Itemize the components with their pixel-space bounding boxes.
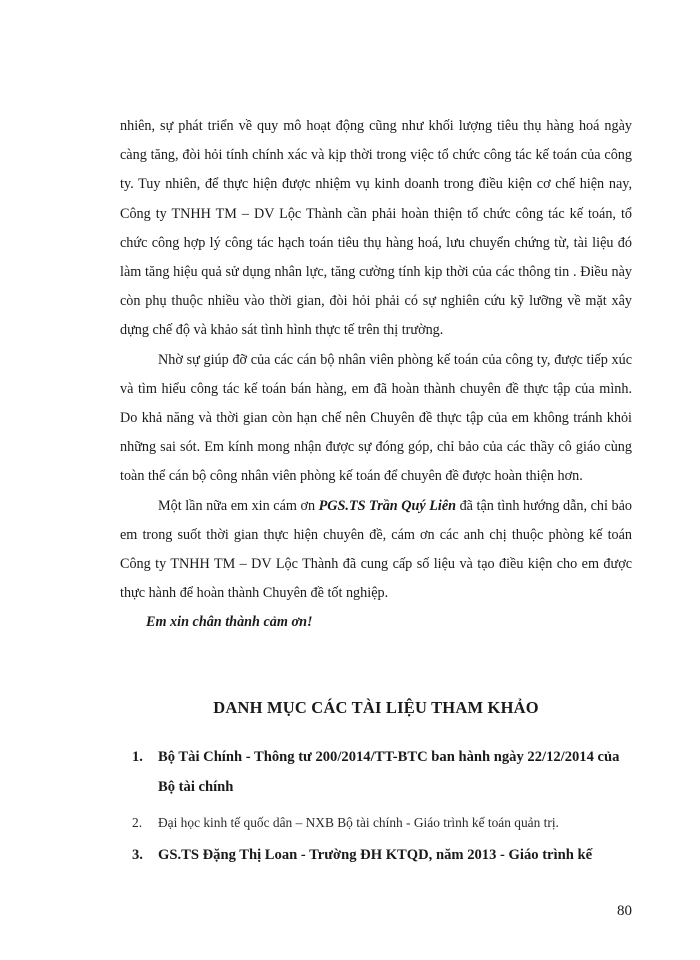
reference-number: 2.: [132, 815, 143, 830]
body-text: [120, 112, 632, 638]
thanks-advisor-prefix: Một lần nữa em xin cám ơn: [158, 497, 319, 514]
reference-text: GS.TS Đặng Thị Loan - Trường ĐH KTQD, năm 2013 - Giáo trình kế: [158, 847, 593, 863]
reference-item: [132, 742, 632, 802]
reference-text: Đại học kinh tế quốc dân – NXB Bộ tài chính - Giáo trình kế toán quản trị.: [158, 815, 559, 830]
reference-item: [132, 808, 632, 838]
advisor-name: PGS.TS Trần Quý Liên: [318, 497, 457, 514]
reference-text: Bộ Tài Chính - Thông tư 200/2014/TT-BTC ban hành ngày 22/12/2014 của Bộ tài chính: [158, 749, 620, 795]
paragraph-thanks-advisor: [120, 492, 632, 609]
closing-thanks: Em xin chân thành cảm ơn!: [146, 614, 313, 631]
thanks-advisor-suffix: đã tận tình hướng dẫn, chỉ bảo em trong suốt thời gian thực hiện chuyên đề, cám ơn các anh chị thuộc phòng kế toán Công ty TNHH TM – DV Lộc Thành đã cung cấp số liệu và tạo điều kiện cho em được thực hành để hoàn thành Chuyên đề tốt nghiệp.: [120, 497, 632, 602]
references-list: [132, 742, 632, 870]
reference-number: 1.: [132, 749, 143, 765]
reference-item: [132, 840, 632, 870]
page-number: 80: [617, 903, 632, 919]
reference-number: 3.: [132, 847, 143, 863]
paragraph-continuation: nhiên, sự phát triển về quy mô hoạt động cũng như khối lượng tiêu thụ hàng hoá ngày càng tăng, đòi hỏi tính chính xác và kịp thời trong việc tổ chức công tác kế toán của công ty. Tuy nhiên, để thực hiện được nhiệm vụ kinh doanh trong điều kiện cơ chế hiện nay, Công ty TNHH TM – DV Lộc Thành cần phải hoàn thiện tổ chức công tác kế toán, tổ chức công hợp lý công tác hạch toán tiêu thụ hàng hoá, lưu chuyển chứng từ, tài liệu đó làm tăng hiệu quả sử dụng nhân lực, tăng cường tính kịp thời của các thông tin . Điều này còn phụ thuộc nhiều vào thời gian, đòi hỏi phải có sự nghiên cứu kỹ lưỡng về mặt xây dựng chế độ và khảo sát tình hình thực tế trên thị trường.: [120, 118, 632, 339]
paragraph-acknowledgement: Nhờ sự giúp đỡ của các cán bộ nhân viên phòng kế toán của công ty, được tiếp xúc và tìm hiểu công tác kế toán bán hàng, em đã hoàn thành chuyên đề thực tập của mình. Do khả năng và thời gian còn hạn chế nên Chuyên đề thực tập của em không tránh khỏi những sai sót. Em kính mong nhận được sự đóng góp, chỉ bảo của các thầy cô giáo cùng toàn thể cán bộ công nhân viên phòng kế toán để chuyên đề được hoàn thiện hơn.: [120, 351, 632, 485]
references-heading: DANH MỤC CÁC TÀI LIỆU THAM KHẢO: [213, 698, 539, 717]
